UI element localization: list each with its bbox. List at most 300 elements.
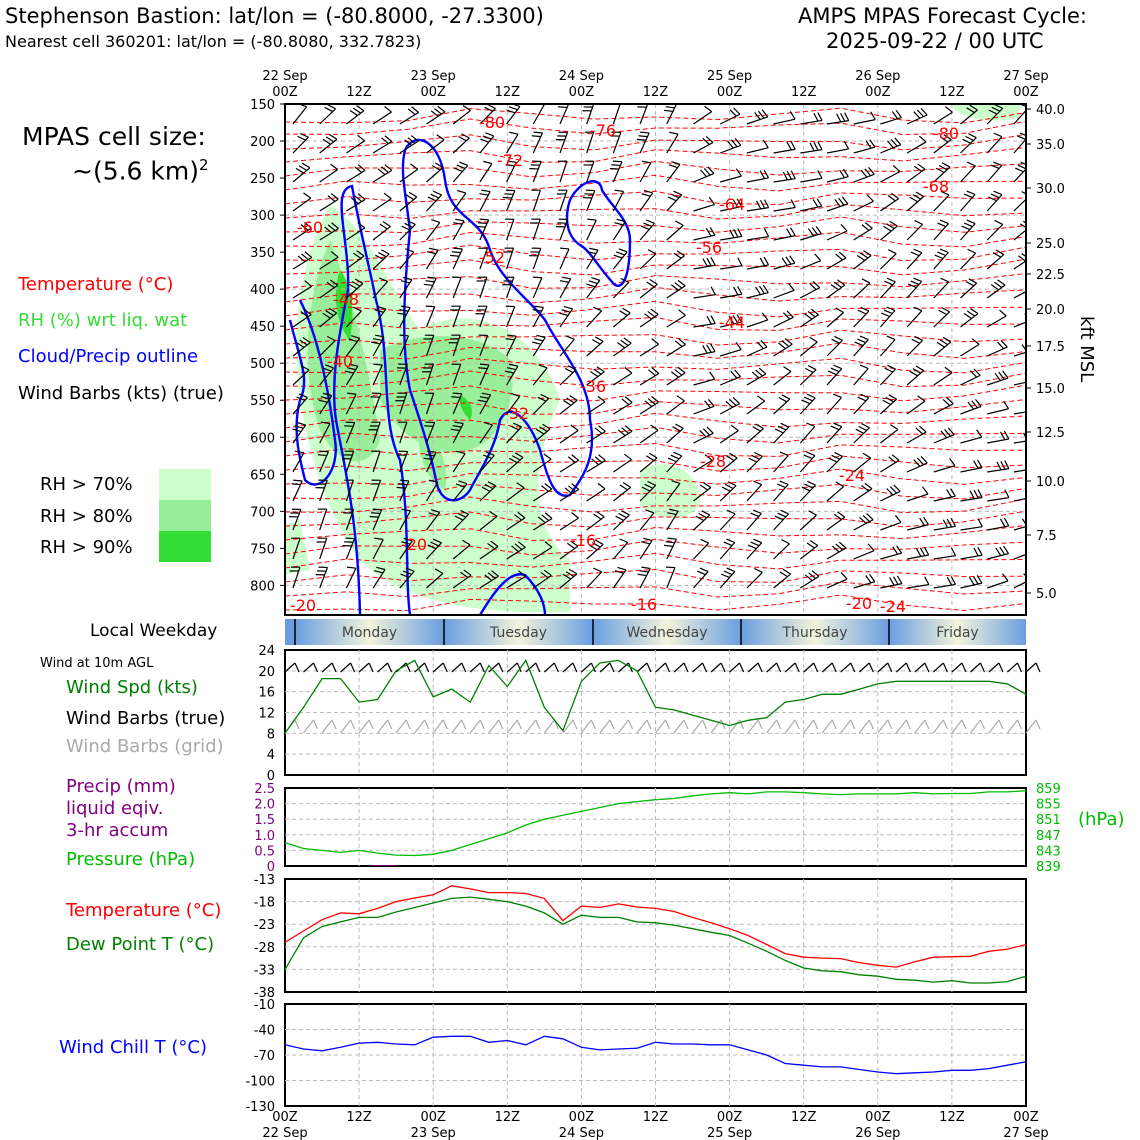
barb-feather xyxy=(1015,168,1023,172)
barb-feather xyxy=(412,107,419,113)
barb-feather xyxy=(617,567,626,569)
barb-feather xyxy=(891,193,898,198)
barb-feather xyxy=(893,547,898,554)
barb-feather xyxy=(303,193,310,198)
wind-barb xyxy=(453,277,461,298)
wind-barb xyxy=(854,489,872,501)
barb-feather xyxy=(925,577,929,585)
wind-barb xyxy=(800,315,818,327)
wind-barb xyxy=(827,285,845,298)
barb-feather xyxy=(734,287,738,295)
barb-feather xyxy=(940,249,948,252)
top-hour-label: 12Z xyxy=(494,85,521,100)
wind-barb xyxy=(1014,578,1034,588)
barb-feather xyxy=(668,197,676,201)
barb-feather xyxy=(453,248,462,249)
barb-feather xyxy=(978,460,983,468)
height-tick-label: 20.0 xyxy=(1036,303,1065,318)
barb-feather xyxy=(405,249,413,252)
wind-barb xyxy=(720,377,740,385)
barb-feather xyxy=(764,229,768,237)
bottom-hour-label: 00Z xyxy=(865,1110,891,1125)
barb-feather xyxy=(318,455,327,456)
wind-barb xyxy=(1014,468,1036,472)
barb-feather xyxy=(722,487,730,491)
barb-feather xyxy=(1031,489,1036,497)
wind-barb xyxy=(800,456,815,472)
barb-feather xyxy=(859,517,866,523)
barb-feather xyxy=(834,423,842,427)
height-tick-label: 25.0 xyxy=(1036,237,1065,252)
barb-feather xyxy=(814,142,818,150)
wind-barb xyxy=(613,515,629,530)
isotherm-label: -56 xyxy=(695,238,723,257)
wind-barb xyxy=(320,169,338,182)
barb-feather xyxy=(918,164,925,169)
barb-feather xyxy=(731,371,737,378)
barb-feather xyxy=(450,255,459,256)
barb-feather xyxy=(733,397,740,403)
barb-feather xyxy=(858,397,866,401)
pressure-tick-label: 450 xyxy=(250,320,275,336)
wind-barb xyxy=(694,174,714,182)
barb-feather xyxy=(995,373,1000,380)
barb-feather xyxy=(664,110,673,111)
wind-barb xyxy=(961,283,977,298)
barb-feather xyxy=(297,136,305,140)
barb-feather xyxy=(397,487,406,488)
barb-feather xyxy=(674,452,682,456)
barb-feather xyxy=(860,336,868,339)
wind-barb xyxy=(1014,524,1035,530)
barb-feather xyxy=(970,309,978,314)
wind-barb xyxy=(880,254,896,269)
barb-feather xyxy=(884,226,892,231)
top-date-label: 25 Sep xyxy=(707,69,753,84)
top-date-label: 23 Sep xyxy=(410,69,456,84)
barb-feather xyxy=(786,257,791,264)
wind-barb xyxy=(934,373,952,385)
wind-barb xyxy=(800,150,822,153)
barb-feather xyxy=(1018,165,1026,169)
barb-feather xyxy=(400,335,409,336)
wind-barb xyxy=(694,406,715,414)
barb-feather xyxy=(589,248,598,250)
barb-feather xyxy=(568,457,575,463)
wind-barb xyxy=(667,134,678,153)
barb-feather xyxy=(760,258,764,266)
wind-barb xyxy=(694,265,716,269)
wind-barb xyxy=(533,219,540,240)
barb-feather xyxy=(323,139,331,144)
barb-feather xyxy=(667,538,676,539)
precip-tick-label: 2.0 xyxy=(254,797,275,813)
wind-barb xyxy=(747,178,769,182)
barb-feather xyxy=(965,136,973,140)
barb-feather xyxy=(437,135,444,140)
barb-feather xyxy=(756,370,763,376)
wind-barb xyxy=(907,555,929,559)
wind-barb xyxy=(961,555,983,559)
precip-tick-label: 0.5 xyxy=(254,844,275,860)
barb-feather xyxy=(863,515,870,521)
barb-feather xyxy=(937,342,945,347)
isotherm-label: -48 xyxy=(332,290,360,309)
barb-feather xyxy=(917,110,923,117)
barb-feather xyxy=(594,369,601,374)
wind-barb xyxy=(613,402,632,414)
barb-feather xyxy=(889,457,896,463)
wind-barb xyxy=(507,106,520,124)
wind-barb xyxy=(800,342,817,356)
legend-rh80-label: RH > 80% xyxy=(40,506,133,527)
isotherm-label: -80 xyxy=(478,113,506,132)
barb-feather xyxy=(780,510,788,514)
barb-feather xyxy=(736,169,741,176)
barb-feather xyxy=(564,306,573,308)
wind-barb xyxy=(427,168,444,182)
barb-feather xyxy=(381,250,389,254)
barb-feather xyxy=(598,483,605,488)
barb-feather xyxy=(783,569,791,574)
barb-feather xyxy=(534,339,543,341)
barb-feather xyxy=(817,199,822,207)
wind-barb xyxy=(774,317,794,327)
wind-barb xyxy=(961,437,982,443)
barb-feather xyxy=(452,252,461,253)
barb-feather xyxy=(842,197,847,204)
barb-feather xyxy=(544,454,551,459)
barb-feather xyxy=(1036,720,1040,729)
bottom-date-label: 27 Sep xyxy=(1003,1126,1049,1140)
wind-barb xyxy=(854,551,874,559)
barb-feather xyxy=(862,279,870,283)
barb-feather xyxy=(751,542,759,546)
wind-tick-label: 16 xyxy=(258,685,275,701)
wind-barb xyxy=(453,110,470,124)
wind-barb xyxy=(934,404,953,414)
wind-barb xyxy=(507,307,515,327)
cell-size-value: ~(5.6 km)$^2$ xyxy=(72,156,209,186)
wind-barb xyxy=(907,401,925,414)
wind-barb xyxy=(800,515,816,530)
barb-feather xyxy=(454,168,462,171)
barb-feather xyxy=(727,510,735,514)
barb-feather xyxy=(721,574,729,577)
precip-bar xyxy=(372,865,396,866)
barb-feather xyxy=(810,283,817,289)
barb-feather xyxy=(940,220,948,223)
barb-feather xyxy=(860,365,868,368)
temp-tick-label: -13 xyxy=(253,873,275,888)
wind-barb xyxy=(480,136,494,153)
barb-feather xyxy=(1004,518,1008,526)
wind-barb xyxy=(1014,497,1036,501)
barb-feather xyxy=(738,258,742,266)
barb-feather xyxy=(969,577,974,585)
barb-feather xyxy=(301,254,308,260)
pressure-tick-label: 800 xyxy=(250,579,275,595)
barb-feather xyxy=(406,195,414,200)
barb-feather xyxy=(916,549,920,557)
barb-feather xyxy=(759,368,766,374)
barb-feather xyxy=(1023,221,1031,226)
barb-feather xyxy=(818,142,822,150)
barb-feather xyxy=(963,139,971,143)
barb-feather xyxy=(560,248,569,249)
barb-feather xyxy=(566,336,574,339)
barb-feather xyxy=(923,487,928,494)
wind-barb xyxy=(774,484,789,501)
barb-feather xyxy=(671,455,679,459)
barb-feather xyxy=(642,194,651,196)
barb-feather xyxy=(1017,136,1025,139)
dewpoint-panel-label: Dew Point T (°C) xyxy=(66,934,215,955)
barb-feather xyxy=(867,195,873,201)
isotherm-label: -80 xyxy=(932,124,960,143)
isotherm-label: -28 xyxy=(699,452,727,471)
barb-feather xyxy=(509,132,518,134)
barb-feather xyxy=(839,198,844,205)
barb-feather xyxy=(910,197,918,201)
barb-feather xyxy=(814,113,818,121)
wind-barb xyxy=(613,343,631,356)
wind-barb xyxy=(373,199,391,211)
height-tick-label: 30.0 xyxy=(1036,182,1065,197)
barb-feather xyxy=(914,112,920,119)
legend-rh: RH (%) wrt liq. wat xyxy=(18,310,188,331)
barb-feather xyxy=(912,339,920,343)
barb-feather xyxy=(964,313,972,318)
height-tick-label: 35.0 xyxy=(1036,138,1065,153)
barb-feather xyxy=(813,281,820,287)
wind-barb xyxy=(827,427,842,443)
barb-feather xyxy=(598,426,605,432)
isotherm-label: -60 xyxy=(296,218,324,237)
bottom-date-label: 25 Sep xyxy=(707,1126,753,1140)
wind-barb xyxy=(694,352,716,356)
barb-feather xyxy=(804,397,812,401)
barb-feather xyxy=(888,195,895,200)
wind-barb xyxy=(1014,226,1031,240)
barb-feather xyxy=(752,372,759,378)
barb-feather xyxy=(1003,574,1009,581)
pressure-tick-label: 300 xyxy=(250,209,275,225)
barb-feather xyxy=(1031,373,1036,381)
weekday-name: Monday xyxy=(341,625,398,641)
barb-feather xyxy=(862,225,869,231)
wind-barb xyxy=(987,255,1004,269)
precip-tick-label: 1.0 xyxy=(254,828,275,844)
barb-feather xyxy=(839,542,846,548)
barb-feather xyxy=(937,223,945,226)
top-hour-label: 12Z xyxy=(346,85,372,100)
barb-feather xyxy=(587,284,596,287)
wind-tick-label: 20 xyxy=(258,664,275,680)
barb-feather xyxy=(619,513,627,517)
precip-label-1: Precip (mm) xyxy=(66,776,176,797)
wind-barb xyxy=(640,513,654,530)
wind-barb xyxy=(747,513,762,530)
windchill-tick-label: -40 xyxy=(253,1023,275,1039)
barb-feather xyxy=(748,545,756,549)
bottom-hour-label: 00Z xyxy=(420,1110,446,1125)
top-hour-label: 00Z xyxy=(865,85,891,100)
barb-feather xyxy=(476,226,485,227)
wind-barb xyxy=(880,460,899,472)
isotherm-label: -24 xyxy=(879,597,907,616)
barb-feather xyxy=(839,252,846,258)
wind-barb xyxy=(880,340,895,356)
barb-feather xyxy=(780,481,788,484)
wind-barb xyxy=(587,161,594,182)
barb-feather xyxy=(1000,519,1004,527)
windchill-tick-label: -100 xyxy=(245,1074,275,1090)
wind-barb xyxy=(854,174,875,182)
barb-feather xyxy=(807,452,815,455)
barb-feather xyxy=(978,547,982,555)
barb-feather xyxy=(595,337,603,341)
wind-tick-label: 4 xyxy=(266,748,275,764)
barb-feather xyxy=(837,512,844,517)
top-hour-label: 00Z xyxy=(568,85,595,100)
barb-feather xyxy=(914,307,922,311)
wind-barb xyxy=(720,114,740,124)
barb-feather xyxy=(888,250,896,254)
barb-feather xyxy=(545,513,552,519)
pressure-tick-label: 550 xyxy=(250,394,275,410)
isotherm-label: -44 xyxy=(718,313,746,332)
barb-feather xyxy=(914,220,922,224)
barb-feather xyxy=(779,398,787,402)
barb-feather xyxy=(994,133,1002,137)
wind-barb xyxy=(613,191,623,211)
barb-feather xyxy=(1031,461,1035,469)
barb-feather xyxy=(706,228,711,236)
barb-feather xyxy=(589,281,598,284)
barb-feather xyxy=(434,109,441,115)
barb-feather xyxy=(431,220,440,223)
barb-feather xyxy=(455,219,464,221)
barb-feather xyxy=(894,485,900,491)
top-hour-label: 00Z xyxy=(272,85,298,100)
barb-feather xyxy=(592,340,600,344)
barb-feather xyxy=(487,104,495,108)
cycle-title: AMPS MPAS Forecast Cycle: xyxy=(798,4,1087,28)
barb-feather xyxy=(378,252,386,256)
barb-feather xyxy=(891,139,897,146)
weekday-label: Local Weekday xyxy=(90,621,218,641)
barb-feather xyxy=(292,484,301,485)
barb-feather xyxy=(724,542,732,545)
wind-barb xyxy=(480,277,487,298)
barb-feather xyxy=(1028,432,1032,440)
barb-feather xyxy=(1004,431,1008,439)
wind-barb xyxy=(1014,410,1036,414)
barb-feather xyxy=(459,162,467,165)
barb-feather xyxy=(783,367,791,372)
isotherm-label: -24 xyxy=(838,466,866,485)
barb-feather xyxy=(855,342,863,345)
barb-feather xyxy=(867,514,874,520)
barb-feather xyxy=(884,281,892,285)
barb-feather xyxy=(894,577,899,585)
isotherm-label: -40 xyxy=(326,352,354,371)
barb-feather xyxy=(939,310,947,314)
wind-barb xyxy=(346,170,365,182)
barb-feather xyxy=(639,136,648,137)
barb-feather xyxy=(829,458,837,462)
barb-feather xyxy=(382,138,389,144)
wind-barb xyxy=(880,282,895,298)
wind-barb xyxy=(293,198,311,211)
wind-barb xyxy=(667,256,685,269)
barb-feather xyxy=(841,113,845,121)
barb-feather xyxy=(697,571,705,574)
barb-feather xyxy=(675,283,682,288)
wind-barb xyxy=(667,315,686,327)
wind-barb xyxy=(907,311,922,327)
barb-feather xyxy=(967,162,975,166)
wind-barb xyxy=(827,313,844,327)
barb-feather xyxy=(428,197,436,201)
barb-feather xyxy=(298,256,305,262)
isotherm-label: -64 xyxy=(718,195,746,214)
isotherm-label: -32 xyxy=(502,404,530,423)
barb-feather xyxy=(647,282,655,287)
wind-barb xyxy=(640,163,651,182)
barb-feather xyxy=(678,280,685,285)
barb-feather xyxy=(895,515,901,522)
wind-barb xyxy=(1014,350,1035,356)
wind-barb xyxy=(320,109,336,124)
wind-barb xyxy=(587,341,603,356)
barb-feather xyxy=(711,287,715,295)
barb-feather xyxy=(921,456,927,463)
barb-feather xyxy=(724,571,732,574)
barb-feather xyxy=(832,455,840,459)
barb-feather xyxy=(646,220,654,223)
wind-barb xyxy=(907,197,924,211)
wind-tick-label: 12 xyxy=(258,706,275,722)
bottom-date-label: 24 Sep xyxy=(558,1126,604,1140)
isotherm-label: -36 xyxy=(579,377,607,396)
barb-feather xyxy=(753,481,761,485)
isotherm-label: -16 xyxy=(569,531,597,550)
wind-tick-label: 8 xyxy=(266,727,275,743)
barb-feather xyxy=(812,227,817,234)
barb-feather xyxy=(782,395,790,399)
legend-cloud: Cloud/Precip outline xyxy=(18,346,199,367)
wind-barb xyxy=(1014,380,1035,385)
barb-feather xyxy=(1001,340,1007,347)
barb-feather xyxy=(400,480,409,481)
pressure-tick-label: 600 xyxy=(250,431,275,447)
barb-feather xyxy=(615,190,624,191)
wind-barb xyxy=(747,320,768,327)
wind-barb xyxy=(961,406,982,414)
wind-barb xyxy=(720,236,742,240)
wind-barb xyxy=(587,220,597,240)
barb-feather xyxy=(726,456,734,461)
barb-feather xyxy=(669,165,678,168)
height-tick-label: 22.5 xyxy=(1036,268,1065,283)
wind-barb xyxy=(720,350,741,356)
top-hour-label: 00Z xyxy=(1013,85,1039,100)
barb-feather xyxy=(816,226,821,233)
wind-barb xyxy=(800,426,815,443)
barb-feather xyxy=(624,338,631,343)
